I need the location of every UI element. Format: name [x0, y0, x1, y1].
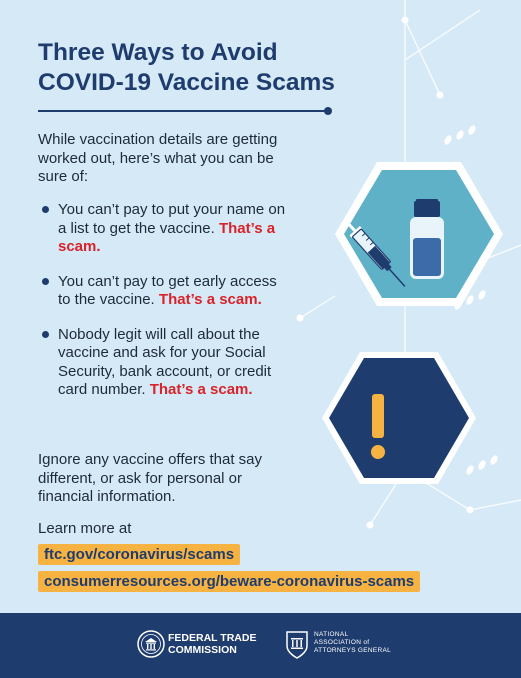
- outro-text: Ignore any vaccine offers that say different, or ask for personal or financial information.: [38, 451, 263, 505]
- scam-warning: That’s a scam.: [158, 291, 262, 308]
- naag-name: NATIONAL ASSOCIATION of ATTORNEYS GENERAL: [314, 631, 392, 654]
- bullet-text: Nobody legit will call about the vaccine and ask for your Social Security, bank account, or credit card number.: [58, 325, 272, 398]
- title-underline: [38, 110, 328, 112]
- ftc-seal-icon: [137, 630, 165, 658]
- footer-bar: [0, 613, 521, 678]
- scam-list: [38, 201, 288, 416]
- bullet-dot: [42, 331, 49, 338]
- bullet-dot: [42, 206, 49, 213]
- scam-warning: That’s a scam.: [149, 381, 253, 398]
- scam-warning: That’s a scam.: [58, 219, 276, 255]
- exclamation-icon: [371, 394, 385, 459]
- intro-text: While vaccination details are getting worked out, here’s what you can be sure of:: [38, 131, 278, 185]
- vial-icon: [410, 199, 444, 279]
- list-item: [38, 201, 288, 257]
- list-item: [38, 326, 288, 400]
- consumer-resources-link[interactable]: consumerresources.org/beware-coronavirus-scams: [38, 571, 420, 592]
- ftc-name: FEDERAL TRADE COMMISSION: [168, 632, 257, 656]
- warning-hexagon: [322, 352, 476, 484]
- naag-logo-icon: [285, 630, 309, 660]
- bullet-text: You can’t pay to put your name on a list to get the vaccine.: [58, 201, 286, 237]
- bullet-dot: [42, 278, 49, 285]
- title-underline-dot: [324, 107, 332, 115]
- ftc-scams-link[interactable]: ftc.gov/coronavirus/scams: [38, 544, 240, 565]
- page-title: [38, 38, 358, 98]
- learn-more-text: Learn more at: [38, 520, 132, 537]
- bullet-text: You can’t pay to get early access to the vaccine.: [58, 272, 277, 308]
- title-line-1: Three Ways to Avoid: [38, 39, 278, 66]
- list-item: [38, 273, 288, 310]
- title-line-2: COVID-19 Vaccine Scams: [38, 69, 335, 96]
